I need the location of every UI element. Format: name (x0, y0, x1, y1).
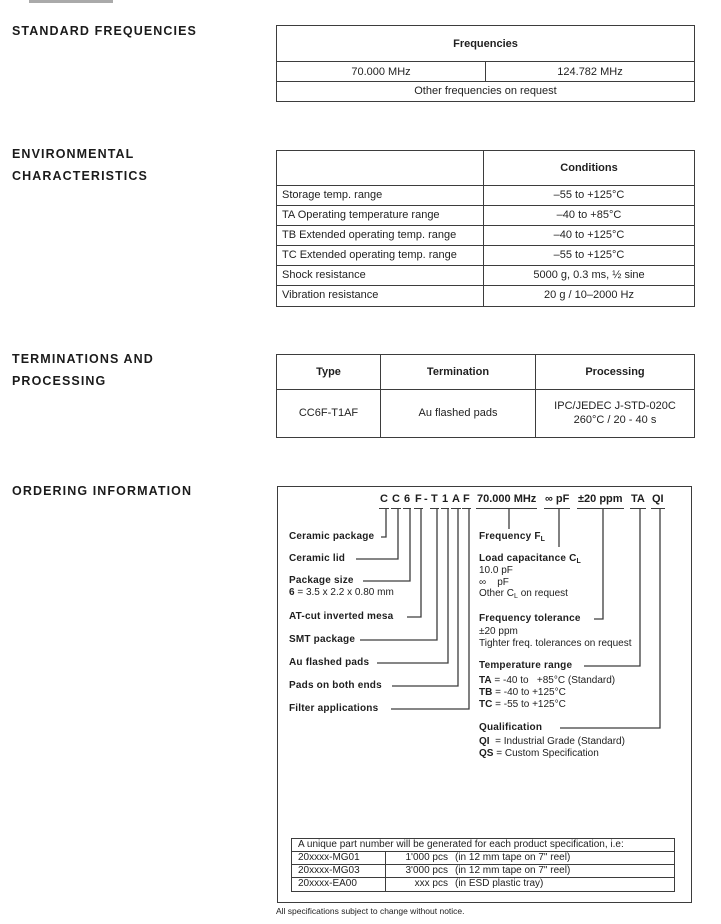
label-frequency-tolerance: Frequency tolerance (479, 613, 581, 624)
temp-tc-rest: = -55 to +125°C (492, 699, 566, 710)
frequency-value-2: 124.782 MHz (557, 66, 623, 78)
qual-qi-key: QI (479, 736, 490, 747)
unique-desc: (in 12 mm tape on 7" reel) (455, 852, 571, 863)
label-at-cut: AT-cut inverted mesa (289, 611, 394, 622)
section-heading-environmental-line2: CHARACTERISTICS (12, 169, 148, 183)
section-heading-ordering: ORDERING INFORMATION (12, 484, 193, 498)
load-cap-option-2: ∞ pF (479, 577, 509, 588)
table-row (277, 226, 694, 246)
unique-part-number-table (291, 838, 675, 892)
temp-tb-rest: = -40 to +125°C (492, 687, 566, 698)
frequency-label-text: Frequency F (479, 531, 541, 542)
environmental-header-empty (277, 151, 484, 185)
env-row-label: TA Operating temperature range (277, 206, 484, 225)
unique-qty: 3'000 pcs (405, 865, 448, 876)
part-segment-temp-range: TA (630, 493, 646, 509)
label-qualification: Qualification (479, 722, 543, 733)
part-segment-pads-both-ends: A (451, 493, 461, 509)
load-cap-other-pre: Other C (479, 588, 515, 599)
unique-qty: xxx pcs (414, 878, 448, 889)
qualification-qi (479, 736, 625, 748)
qual-qs-key: QS (479, 748, 494, 759)
part-segment-qualification: QI (651, 493, 665, 509)
connector-ceramic-package (381, 509, 386, 537)
unique-pn: 20xxxx-MG03 (292, 865, 386, 877)
env-row-value: –40 to +125°C (553, 229, 625, 241)
terminations-termination-value: Au flashed pads (381, 390, 536, 437)
package-size-rest: = 3.5 x 2.2 x 0.80 mm (294, 587, 394, 598)
table-row (277, 390, 694, 437)
unique-pn: 20xxxx-EA00 (292, 878, 386, 891)
label-pads-both-ends: Pads on both ends (289, 680, 382, 691)
section-heading-environmental-line1: ENVIRONMENTAL (12, 147, 135, 161)
connector-at-cut (407, 509, 421, 617)
part-segment-au-pads: 1 (441, 493, 449, 509)
frequencies-table (276, 25, 695, 102)
terminations-header-processing: Processing (585, 366, 645, 378)
section-heading-terminations-line1: TERMINATIONS AND (12, 352, 154, 366)
env-row-label: TC Extended operating temp. range (277, 246, 484, 265)
environmental-table (276, 150, 695, 307)
label-temperature-range: Temperature range (479, 660, 573, 671)
temp-tc-key: TC (479, 699, 493, 710)
frequency-value-1: 70.000 MHz (277, 62, 486, 81)
qual-qs-rest: = Custom Specification (493, 748, 599, 759)
part-segment-at-cut: F (414, 493, 423, 509)
part-segment-smt: T (430, 493, 439, 509)
environmental-header-conditions: Conditions (560, 162, 618, 174)
table-row (292, 878, 674, 891)
unique-qty-desc (386, 852, 674, 864)
part-segment-frequency: 70.000 MHz (476, 493, 537, 509)
terminations-header-type: Type (277, 355, 381, 389)
env-row-label: Vibration resistance (277, 286, 484, 306)
load-cap-option-1: 10.0 pF (479, 565, 513, 576)
table-row (277, 246, 694, 266)
table-row (277, 186, 694, 206)
temp-ta-rest: = -40 to +85°C (Standard) (491, 675, 616, 686)
processing-line1: IPC/JEDEC J-STD-020C (554, 400, 676, 412)
load-cap-subscript: L (576, 558, 582, 565)
load-cap-other-sub: L (514, 593, 518, 600)
section-heading-terminations-line2: PROCESSING (12, 374, 107, 388)
tolerance-line-2: Tighter freq. tolerances on request (479, 638, 632, 649)
connector-tolerance (594, 509, 603, 619)
table-row (277, 286, 694, 306)
label-load-capacitance (479, 553, 581, 565)
part-segment-hyphen: - (424, 493, 428, 505)
part-segment-filter: F (462, 493, 471, 509)
footnote: All specifications subject to change without notice. (276, 906, 465, 916)
unique-desc: (in ESD plastic tray) (455, 878, 544, 889)
temp-tb-key: TB (479, 687, 493, 698)
table-row (277, 266, 694, 286)
label-filter-applications: Filter applications (289, 703, 379, 714)
table-row (292, 852, 674, 865)
label-ceramic-package: Ceramic package (289, 531, 375, 542)
load-cap-option-other (479, 588, 568, 600)
label-smt-package: SMT package (289, 634, 356, 645)
frequencies-table-header: Frequencies (277, 26, 694, 62)
unique-desc: (in 12 mm tape on 7" reel) (455, 865, 571, 876)
label-ceramic-lid: Ceramic lid (289, 553, 346, 564)
frequency-subscript: L (540, 536, 546, 543)
unique-table-header: A unique part number will be generated for each product specification, i.e: (298, 839, 624, 850)
table-row (277, 206, 694, 226)
ordering-information-box (277, 486, 692, 903)
connector-filter (391, 509, 469, 709)
label-package-size-note (289, 587, 394, 599)
env-row-value: 5000 g, 0.3 ms, ½ sine (533, 269, 645, 281)
part-segment-package-size: 6 (403, 493, 411, 509)
terminations-table (276, 354, 695, 438)
qualification-qs (479, 748, 599, 760)
part-segment-ceramic-lid: C (391, 493, 401, 509)
temp-range-ta (479, 675, 615, 687)
unique-pn: 20xxxx-MG01 (292, 852, 386, 864)
label-package-size: Package size (289, 575, 354, 586)
terminations-type-value: CC6F-T1AF (277, 390, 381, 437)
qual-qi-rest: = Industrial Grade (Standard) (489, 736, 625, 747)
part-segment-ceramic-package: C (379, 493, 389, 509)
env-row-value: –55 to +125°C (553, 249, 625, 261)
env-row-value: 20 g / 10–2000 Hz (544, 289, 634, 301)
processing-line2: 260°C / 20 - 40 s (573, 414, 657, 426)
tolerance-line-1: ±20 ppm (479, 626, 518, 637)
load-cap-label-text: Load capacitance C (479, 553, 577, 564)
temp-range-tb (479, 687, 566, 699)
env-row-value: –40 to +85°C (556, 209, 622, 221)
env-row-label: Storage temp. range (277, 186, 484, 205)
load-cap-other-post: on request (517, 588, 568, 599)
cropped-text-artifact (29, 0, 113, 3)
part-segment-tolerance: ±20 ppm (577, 493, 624, 509)
env-row-label: TB Extended operating temp. range (277, 226, 484, 245)
label-au-flashed-pads: Au flashed pads (289, 657, 370, 668)
label-frequency (479, 531, 545, 543)
env-row-label: Shock resistance (277, 266, 484, 285)
terminations-processing-value (536, 390, 694, 437)
terminations-header-termination: Termination (381, 355, 536, 389)
package-size-key: 6 (289, 587, 295, 598)
env-row-value: –55 to +125°C (553, 189, 625, 201)
temp-range-tc (479, 699, 566, 711)
temp-ta-key: TA (479, 675, 492, 686)
unique-qty-desc (386, 878, 674, 891)
unique-qty: 1'000 pcs (405, 852, 448, 863)
table-row (292, 865, 674, 878)
part-segment-load-capacitance: ∞ pF (544, 493, 570, 509)
frequencies-table-note: Other frequencies on request (414, 85, 557, 97)
unique-qty-desc (386, 865, 674, 877)
section-heading-standard-frequencies: STANDARD FREQUENCIES (12, 24, 197, 38)
